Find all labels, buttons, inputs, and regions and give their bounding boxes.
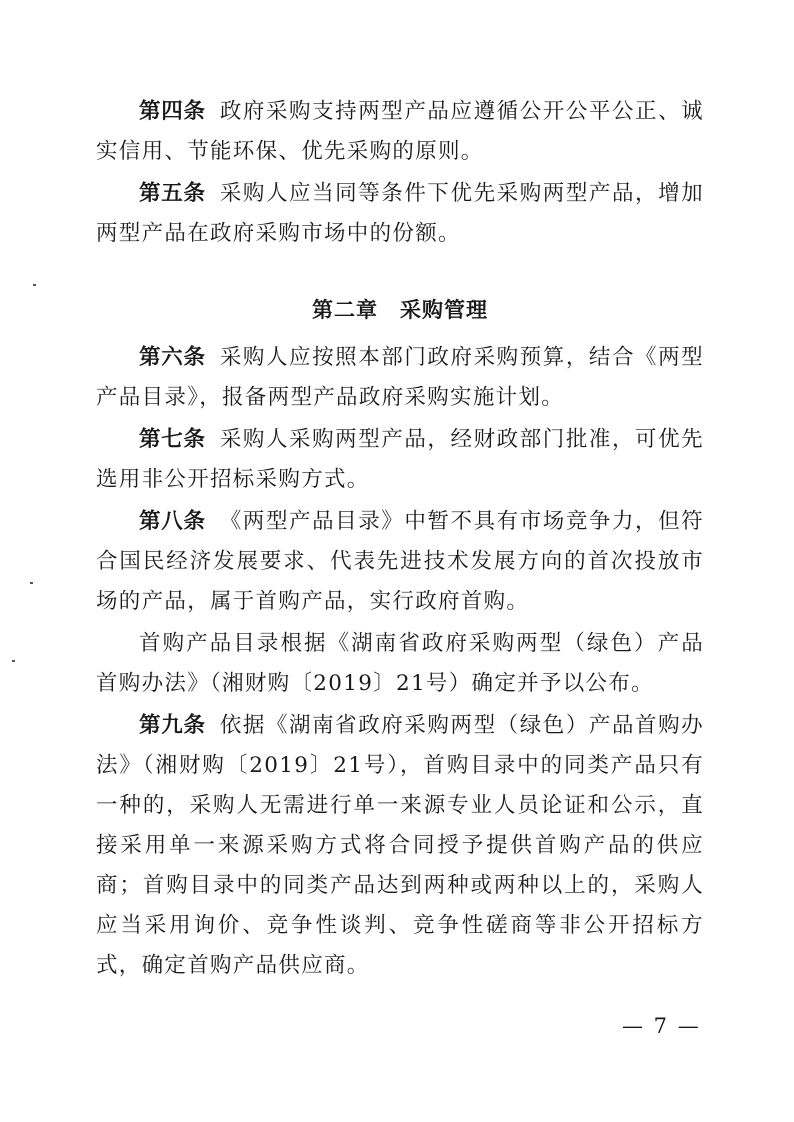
scan-speck — [12, 660, 15, 662]
article-label: 第五条 — [139, 181, 206, 206]
plain-paragraph: 首购产品目录根据《湖南省政府采购两型（绿色）产品首购办法》（湘财购〔2019〕21号）确定并予以公布。 — [96, 631, 704, 696]
article-label: 第九条 — [139, 713, 206, 738]
article-label: 第四条 — [139, 99, 206, 124]
article-label: 第六条 — [139, 345, 206, 370]
article-9 — [96, 706, 704, 986]
article-text: 依据《湖南省政府采购两型（绿色）产品首购办法》（湘财购〔2019〕21号），首购目录中的同类产品只有一种的，采购人无需进行单一来源专业人员论证和公示，直接采用单一来源采购方式将合同授予提供首购产品的供应商；首购目录中的同类产品达到两种或两种以上的，采购人应当采用询价、竞争性谈判、竞争性磋商等非公开招标方式，确定首购产品供应商。 — [96, 713, 704, 978]
document-body — [96, 92, 704, 986]
article-text: 《两型产品目录》中暂不具有市场竞争力，但符合国民经济发展要求、代表先进技术发展方向的首次投放市场的产品，属于首购产品，实行政府首购。 — [96, 509, 704, 614]
article-6 — [96, 338, 704, 418]
article-label: 第七条 — [139, 427, 206, 452]
chapter-number: 第二章 — [312, 298, 378, 322]
article-7 — [96, 420, 704, 500]
article-text: 采购人采购两型产品，经财政部门批准，可优先选用非公开招标采购方式。 — [96, 427, 704, 492]
article-8 — [96, 502, 704, 622]
scan-speck — [30, 582, 33, 584]
article-text: 采购人应当同等条件下优先采购两型产品，增加两型产品在政府采购市场中的份额。 — [96, 181, 704, 246]
scan-speck — [33, 284, 36, 286]
article-text: 政府采购支持两型产品应遵循公开公平公正、诚实信用、节能环保、优先采购的原则。 — [96, 99, 704, 164]
page-number: — 7 — — [622, 1014, 701, 1038]
article-text: 采购人应按照本部门政府采购预算，结合《两型产品目录》，报备两型产品政府采购实施计划。 — [96, 345, 704, 410]
chapter-heading — [96, 290, 704, 330]
chapter-title: 采购管理 — [400, 298, 488, 322]
article-5 — [96, 174, 704, 254]
article-label: 第八条 — [139, 509, 206, 534]
article-4 — [96, 92, 704, 172]
